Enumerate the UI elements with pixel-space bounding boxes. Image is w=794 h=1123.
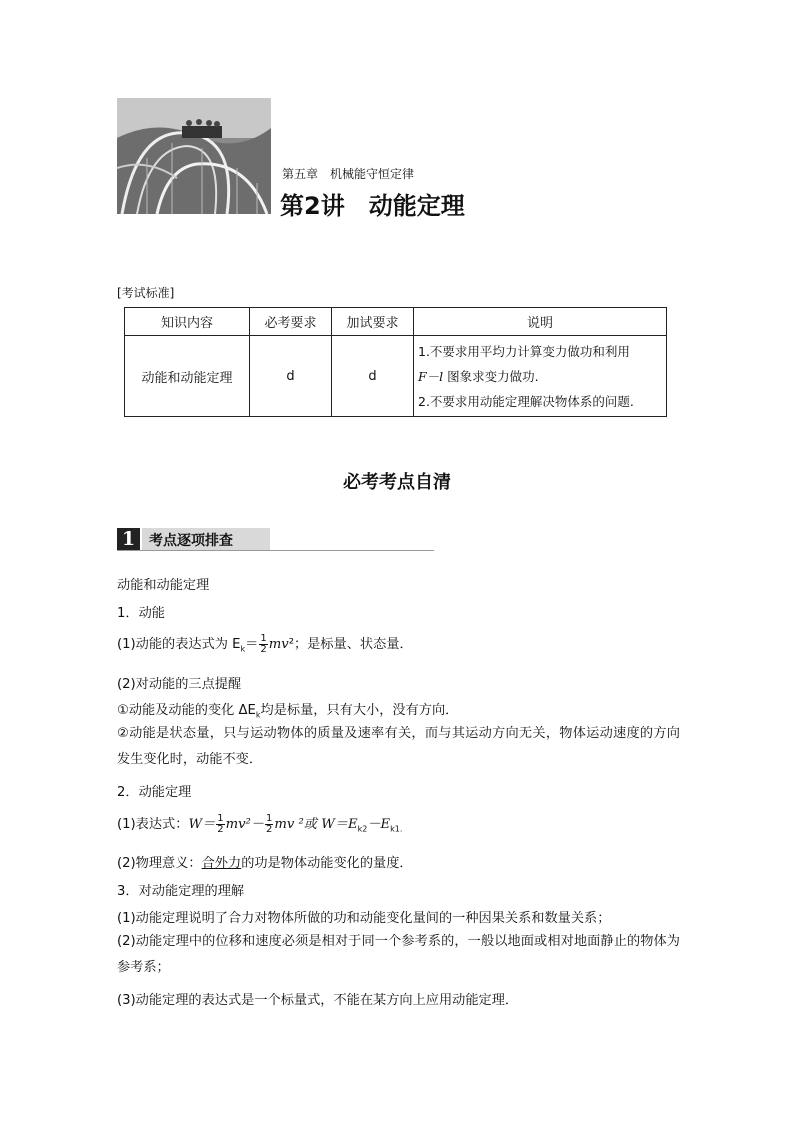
lecture-title: 第2讲 动能定理 [280, 192, 465, 220]
p1-sub: k [240, 644, 246, 654]
frac-den: 2 [260, 643, 267, 655]
reminder-heading: (2)对动能的三点提醒 [117, 677, 242, 692]
section-divider [117, 550, 434, 551]
p3-text: ①动能及动能的变化 ΔE [117, 703, 256, 718]
col-notes: 说明 [414, 308, 667, 336]
p5-mv1: mv ²或 [274, 817, 322, 832]
table-header-row [125, 308, 667, 336]
p3-rest: 均是标量，只有大小，没有方向． [260, 703, 459, 718]
p5-text: (1)表达式： [117, 817, 189, 832]
cell-notes [414, 336, 667, 417]
note-var: F－l [418, 368, 444, 384]
p1-rest: ²；是标量、状态量． [288, 637, 413, 652]
frac-den: 2 [217, 823, 224, 835]
understanding-1: (1)动能定理说明了合力对物体所做的功和动能变化量间的一种因果关系和数量关系； [117, 911, 611, 926]
note-1-tail: 图象求变力做功. [447, 368, 539, 384]
reminder-1 [117, 699, 458, 720]
p3-sub: k [255, 710, 261, 720]
topic-heading: 动能和动能定理 [117, 578, 210, 593]
table-row [125, 336, 667, 417]
p1-var: mv [268, 637, 289, 652]
cell-knowledge: 动能和动能定理 [125, 336, 250, 417]
physical-meaning [117, 852, 413, 871]
understanding-2: (2)动能定理中的位移和速度必须是相对于同一个参考系的，一般以地面或相对地面静止的物体为参考系； [117, 934, 680, 975]
kinetic-energy-formula [117, 630, 413, 665]
p5-W: W＝ [188, 817, 216, 832]
section-title: 必考考点自清 [343, 472, 451, 493]
fraction-1 [216, 814, 224, 835]
p6-text: (2)物理意义： [117, 856, 202, 871]
frac-num: 1 [260, 632, 267, 644]
fraction-2 [265, 814, 273, 835]
chapter-banner-image [117, 98, 271, 214]
p1-text: (1)动能的表达式为 E [117, 637, 241, 652]
exam-standards-label: [考试标准] [117, 286, 175, 300]
p1-eq: ＝ [245, 637, 259, 652]
col-extra: 加试要求 [332, 308, 414, 336]
chapter-label: 第五章 机械能守恒定律 [282, 167, 415, 181]
col-required: 必考要求 [250, 308, 332, 336]
note-1-cont [418, 364, 662, 389]
p5-sub-k2: k2 [357, 824, 368, 834]
cell-extra: d [332, 336, 414, 417]
col-knowledge: 知识内容 [125, 308, 250, 336]
exam-standards-table [124, 307, 667, 417]
theorem-formula [117, 810, 402, 845]
cell-required: d [250, 336, 332, 417]
frac-den: 2 [266, 823, 273, 835]
section-number: 1 [117, 528, 140, 550]
heading-theorem: 2．动能定理 [117, 785, 192, 800]
heading-understanding: 3．对动能定理的理解 [117, 884, 245, 899]
reminder-2: ②动能是状态量，只与运动物体的质量及速率有关，而与其运动方向无关，物体运动速度的方向发生变化时，动能不变． [117, 726, 680, 767]
fraction [259, 634, 267, 655]
p5-mv2: mv²－ [225, 817, 264, 832]
frac-num: 1 [217, 812, 224, 824]
heading-kinetic-energy: 1．动能 [117, 606, 165, 621]
section-heading-text: 考点逐项排查 [149, 533, 233, 549]
p5-W2: W＝E [321, 817, 358, 832]
p5-minus: －E [367, 817, 391, 832]
p6-rest: 的功是物体动能变化的量度． [241, 856, 413, 871]
note-2: 2.不要求用动能定理解决物体系的问题. [418, 393, 634, 409]
note-1: 1.不要求用平均力计算变力做功和利用 [418, 343, 630, 359]
frac-num: 1 [266, 812, 273, 824]
p5-sub-k1: k1. [390, 824, 403, 834]
understanding-3: (3)动能定理的表达式是一个标量式，不能在某方向上应用动能定理． [117, 993, 519, 1008]
p6-underline: 合外力 [201, 856, 242, 871]
